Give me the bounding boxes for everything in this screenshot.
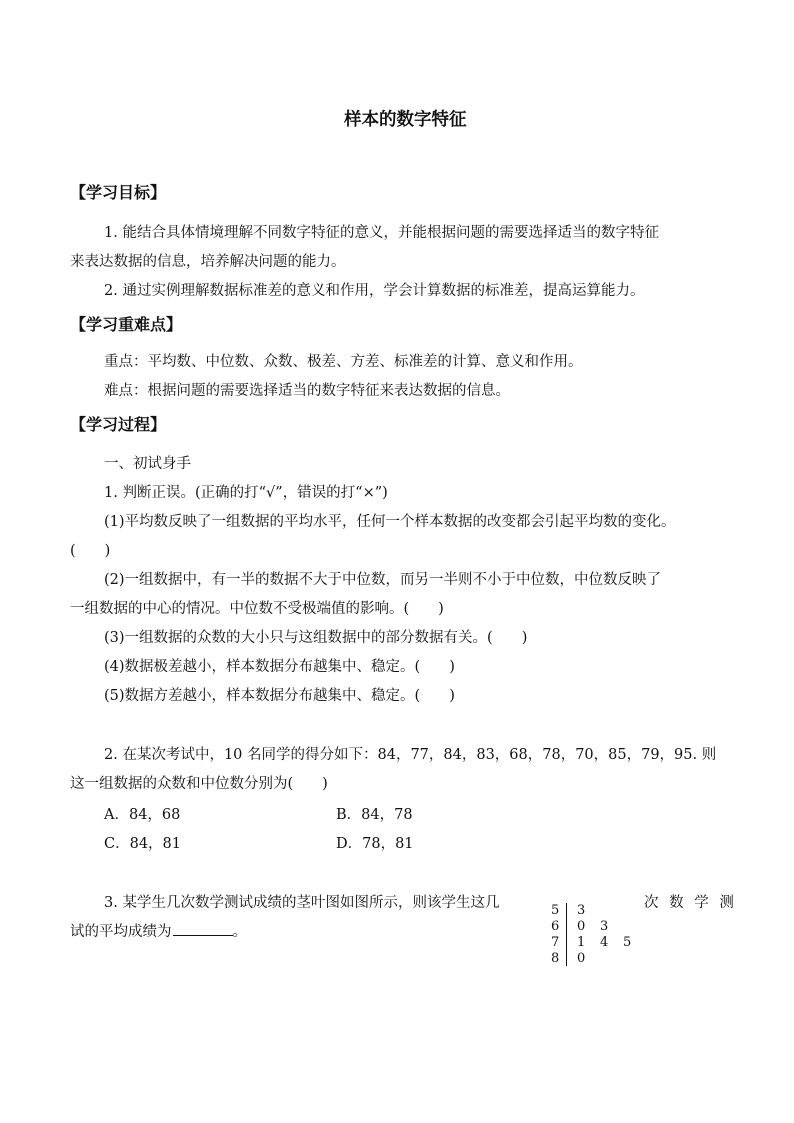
stem-7: 7: [551, 935, 560, 950]
q3-line-2-tail: 。: [232, 924, 247, 940]
q1-statement-2-line-2: 一组数据的中心的情况。中位数不受极端值的影响。( ): [70, 601, 444, 617]
leaf-7-2: 4: [600, 935, 609, 950]
key-points-heading: 【学习重难点】: [70, 315, 183, 334]
key-point: 重点：平均数、中位数、众数、极差、方差、标准差的计算、意义和作用。: [104, 354, 583, 370]
objective-1-line-1: 1. 能结合具体情境理解不同数字特征的意义，并能根据问题的需要选择适当的数字特征: [104, 225, 659, 241]
objectives-heading: 【学习目标】: [70, 183, 167, 202]
q1-statement-2-line-1: (2)一组数据中，有一半的数据不大于中位数，而另一半则不小于中位数，中位数反映了: [104, 572, 662, 588]
q2-option-b: B．84，78: [336, 807, 413, 823]
q3-line-1-tail: 次 数 学 测: [644, 895, 737, 911]
leaf-7-3: 5: [623, 935, 632, 950]
q2-line-2: 这一组数据的众数和中位数分别为( ): [70, 776, 328, 792]
leaf-5-1: 3: [577, 903, 586, 918]
q1-statement-4: (4)数据极差越小，样本数据分布越集中、稳定。( ): [104, 659, 455, 675]
difficult-point: 难点：根据问题的需要选择适当的数字特征来表达数据的信息。: [104, 383, 510, 399]
leaf-7-1: 1: [577, 935, 586, 950]
part-1-label: 一、初试身手: [104, 456, 191, 472]
q1-statement-3: (3)一组数据的众数的大小只与这组数据中的部分数据有关。( ): [104, 630, 528, 646]
q3-line-2: [70, 920, 247, 941]
objective-2: 2. 通过实例理解数据标准差的意义和作用，学会计算数据的标准差，提高运算能力。: [104, 283, 645, 299]
stem-leaf-divider: [566, 903, 567, 966]
leaf-6-2: 3: [600, 919, 609, 934]
leaf-6-1: 0: [577, 919, 586, 934]
stem-6: 6: [551, 919, 560, 934]
q2-line-1: 2. 在某次考试中，10 名同学的得分如下：84，77，84，83，68，78，70，85，79，95. 则: [104, 747, 717, 763]
stem-5: 5: [551, 903, 560, 918]
q3-line-1: 3. 某学生几次数学测试成绩的茎叶图如图所示，则该学生这几: [104, 895, 500, 911]
process-heading: 【学习过程】: [70, 415, 167, 434]
q1-stem: 1. 判断正误。(正确的打“√”，错误的打“×”): [104, 485, 388, 501]
leaf-8-1: 0: [577, 951, 586, 966]
q2-option-d: D．78，81: [336, 836, 414, 852]
stem-8: 8: [551, 951, 560, 966]
q2-option-a: A．84，68: [104, 807, 181, 823]
q1-statement-5: (5)数据方差越小，样本数据分布越集中、稳定。( ): [104, 688, 455, 704]
q1-statement-1-line-1: (1)平均数反映了一组数据的平均水平，任何一个样本数据的改变都会引起平均数的变化。: [104, 514, 676, 530]
answer-blank[interactable]: [173, 921, 233, 936]
page-title: 样本的数字特征: [344, 110, 467, 130]
q2-option-c: C．84，81: [104, 836, 181, 852]
objective-1-line-2: 来表达数据的信息，培养解决问题的能力。: [70, 254, 346, 270]
q3-line-2-text: 试的平均成绩为: [70, 924, 172, 940]
q1-statement-1-line-2: ( ): [70, 543, 111, 559]
